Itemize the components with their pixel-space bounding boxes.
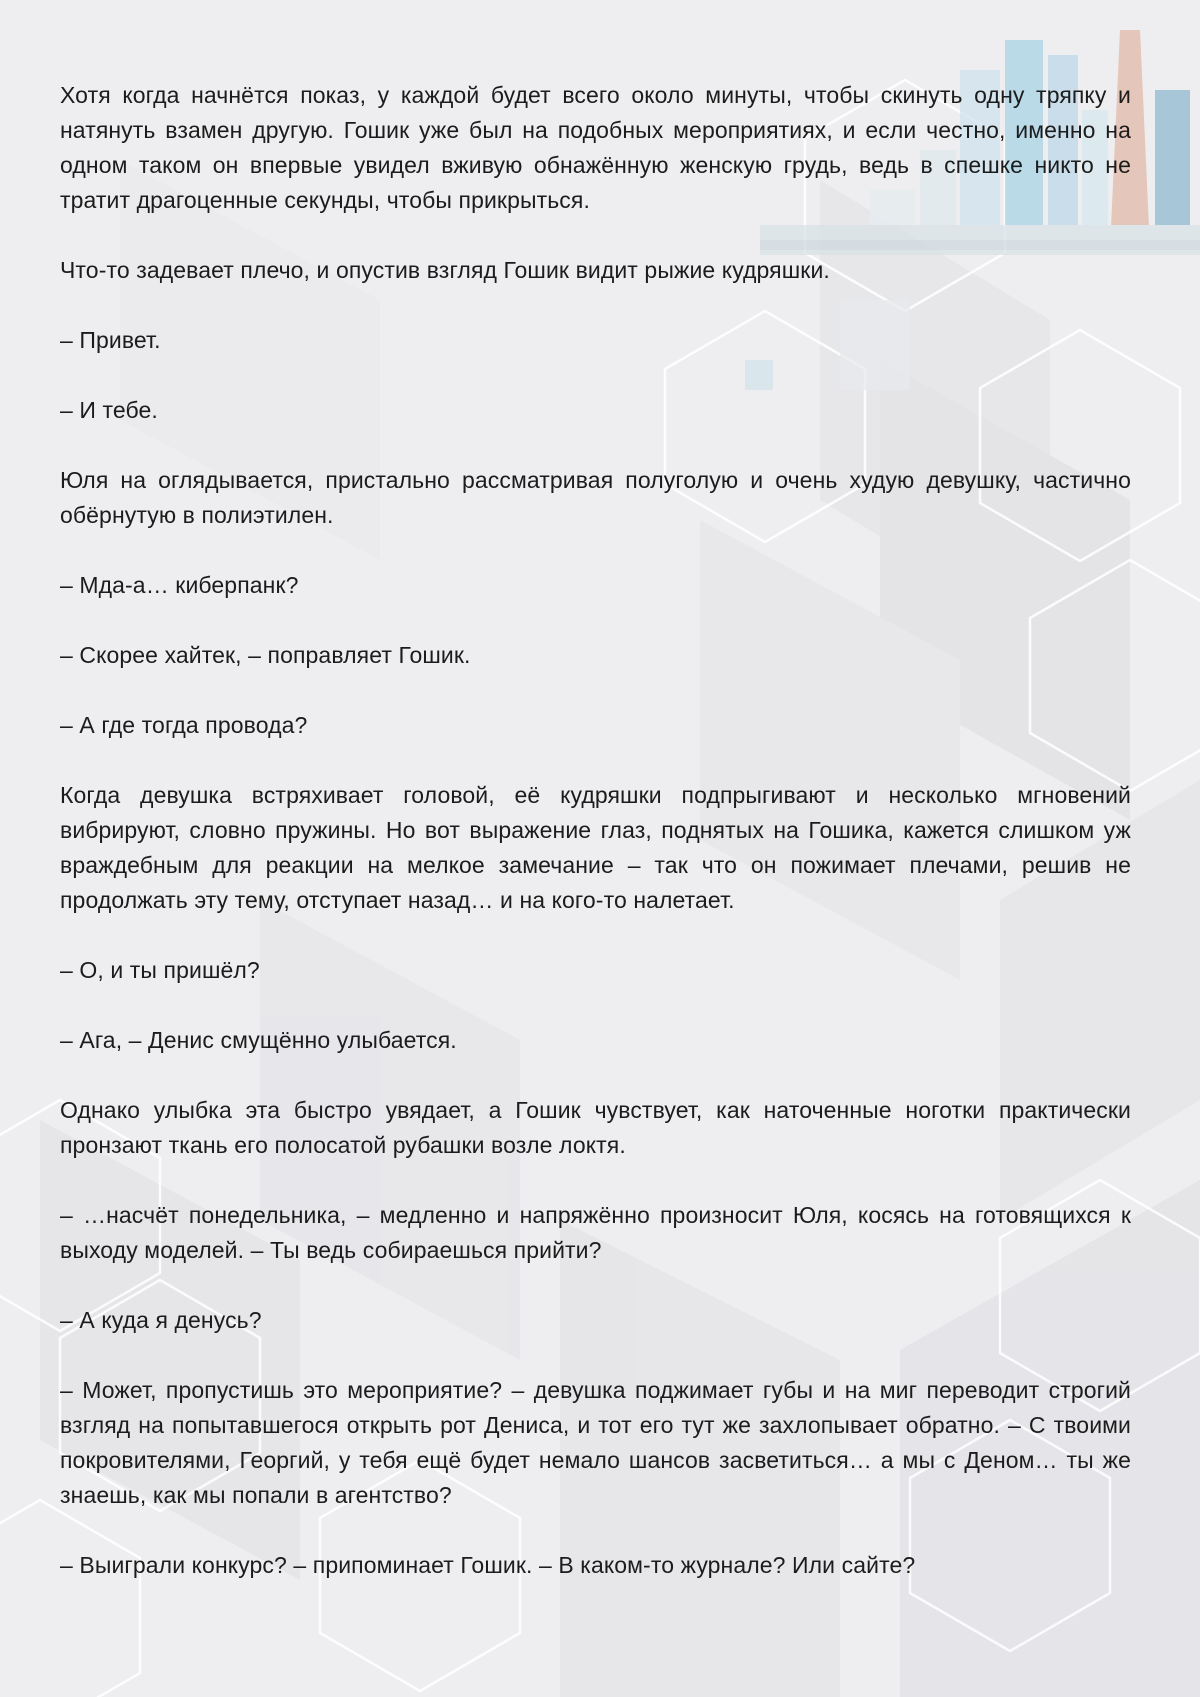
dialogue-line: – А где тогда провода? [60, 712, 308, 738]
dialogue-line: – Выиграли конкурс? – припоминает Гошик. – В каком-то журнале? Или сайте? [60, 1552, 916, 1578]
paragraph: Юля на оглядывается, пристально рассматривая полуголую и очень худую девушку, частично обёрнутую в полиэтилен. [60, 467, 1131, 528]
document-body [60, 78, 1131, 1583]
paragraph: Когда девушка встряхивает головой, её кудряшки подпрыгивают и несколько мгновений вибрируют, словно пружины. Но вот выражение глаз, поднятых на Гошика, кажется слишком уж враждебным для реакции на мелкое замечание – так что он пожимает плечами, решив не продолжать эту тему, отступает назад… и на кого-то налетает. [60, 782, 1131, 913]
paragraph: Однако улыбка эта быстро увядает, а Гошик чувствует, как наточенные ноготки практически пронзают ткань его полосатой рубашки возле локтя. [60, 1097, 1131, 1158]
dialogue-line: – Ага, – Денис смущённо улыбается. [60, 1027, 457, 1053]
dialogue-line: – Мда-а… киберпанк? [60, 572, 299, 598]
dialogue-line: – Скорее хайтек, – поправляет Гошик. [60, 642, 471, 668]
paragraph: Что-то задевает плечо, и опустив взгляд Гошик видит рыжие кудряшки. [60, 257, 830, 283]
dialogue-line: – И тебе. [60, 397, 158, 423]
dialogue-line: – О, и ты пришёл? [60, 957, 260, 983]
dialogue-line: – Привет. [60, 327, 161, 353]
dialogue-line: – А куда я денусь? [60, 1307, 262, 1333]
paragraph: Хотя когда начнётся показ, у каждой будет всего около минуты, чтобы скинуть одну тряпку и натянуть взамен другую. Гошик уже был на подобных мероприятиях, и если честно, именно на одном таком он впервые увидел вживую обнажённую женскую грудь, ведь в спешке никто не тратит драгоценные секунды, чтобы прикрыться. [60, 82, 1131, 213]
dialogue-line: – Может, пропустишь это мероприятие? – девушка поджимает губы и на миг переводит строгий взгляд на попытавшегося открыть рот Дениса, и тот его тут же захлопывает обратно. – С твоими покровителями, Георгий, у тебя ещё будет немало шансов засветиться… а мы с Деном… ты же знаешь, как мы попали в агентство? [60, 1377, 1131, 1508]
dialogue-line: – …насчёт понедельника, – медленно и напряжённо произносит Юля, косясь на готовящихся к выходу моделей. – Ты ведь собираешься прийти? [60, 1202, 1131, 1263]
